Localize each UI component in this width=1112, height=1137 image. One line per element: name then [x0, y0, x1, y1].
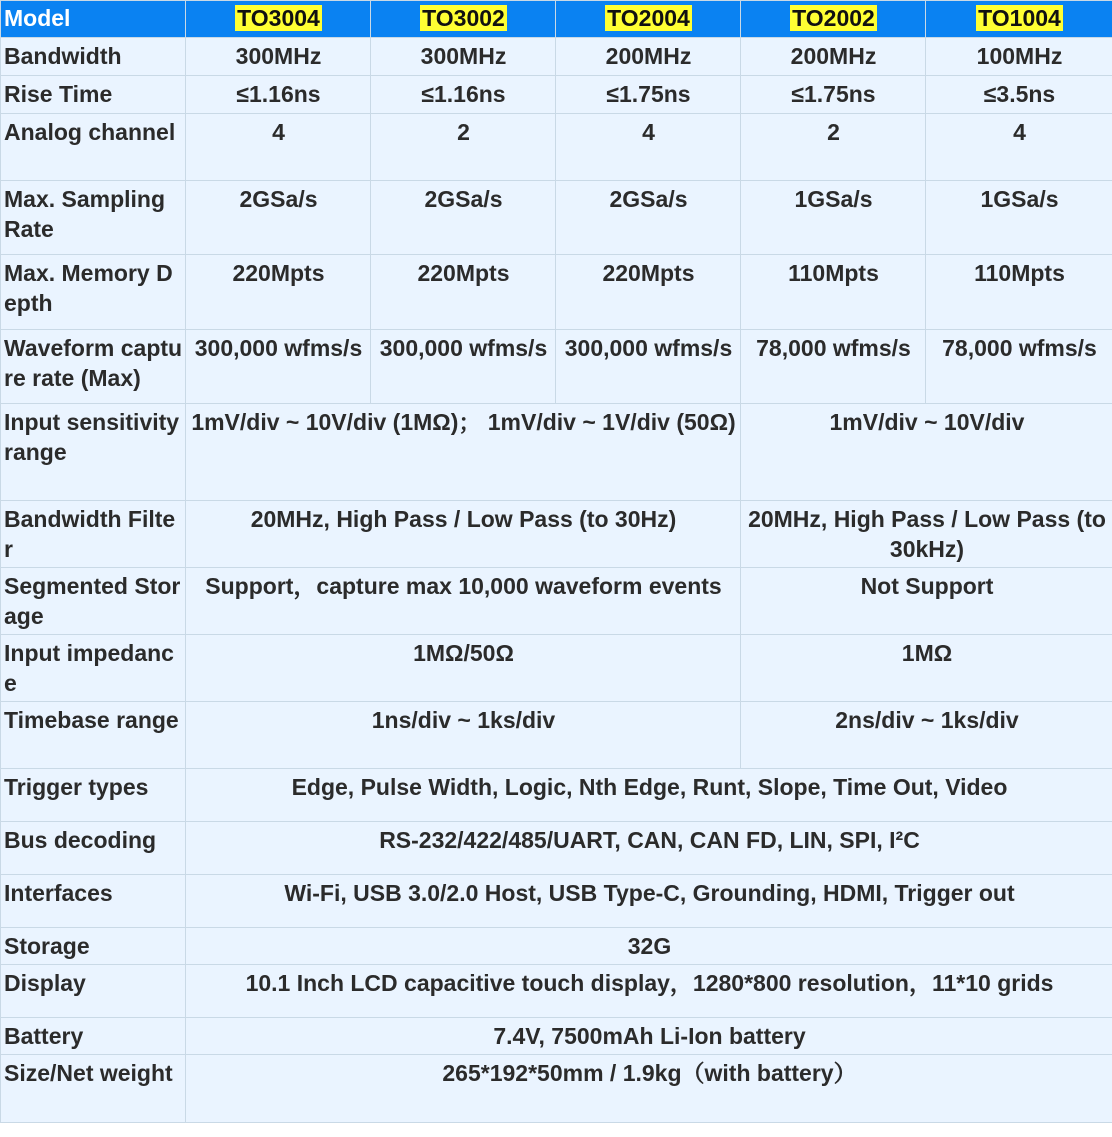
row-label: Max. Memory Depth	[1, 255, 186, 330]
table-row	[1, 769, 1112, 822]
row-label: Storage	[1, 928, 186, 965]
cell-value: 300,000 wfms/s	[556, 330, 741, 404]
cell-value: 4	[926, 114, 1112, 181]
cell-value: Not Support	[741, 568, 1112, 635]
cell-value: 1GSa/s	[741, 181, 926, 255]
cell-value: ≤1.75ns	[556, 76, 741, 114]
cell-value: 4	[186, 114, 371, 181]
cell-value: 265*192*50mm / 1.9kg（with battery）	[186, 1055, 1112, 1123]
cell-value: 1ns/div ~ 1ks/div	[186, 702, 741, 769]
row-label: Rise Time	[1, 76, 186, 114]
row-label: Trigger types	[1, 769, 186, 822]
table-row	[1, 255, 1112, 330]
cell-value: 300MHz	[186, 38, 371, 76]
table-row	[1, 501, 1112, 568]
model-header	[556, 1, 741, 38]
cell-value: Support，capture max 10,000 waveform events	[186, 568, 741, 635]
cell-value: 20MHz, High Pass / Low Pass (to 30Hz)	[186, 501, 741, 568]
cell-value: Edge, Pulse Width, Logic, Nth Edge, Runt, Slope, Time Out, Video	[186, 769, 1112, 822]
header-label: Model	[1, 1, 186, 38]
model-name: TO2004	[607, 5, 690, 31]
row-label: Bandwidth	[1, 38, 186, 76]
row-label: Max. Sampling Rate	[1, 181, 186, 255]
table-row	[1, 1018, 1112, 1055]
table-row	[1, 38, 1112, 76]
cell-value: 1mV/div ~ 10V/div	[741, 404, 1112, 501]
header-row	[1, 1, 1112, 38]
row-label: Timebase range	[1, 702, 186, 769]
cell-value: 2ns/div ~ 1ks/div	[741, 702, 1112, 769]
cell-value: 200MHz	[556, 38, 741, 76]
table-row	[1, 822, 1112, 875]
table-row	[1, 702, 1112, 769]
row-label: Analog channel	[1, 114, 186, 181]
row-label: Battery	[1, 1018, 186, 1055]
model-header	[371, 1, 556, 38]
row-label: Bus decoding	[1, 822, 186, 875]
row-label: Segmented Storage	[1, 568, 186, 635]
cell-value: 110Mpts	[741, 255, 926, 330]
cell-value: 1MΩ	[741, 635, 1112, 702]
cell-value: 10.1 Inch LCD capacitive touch display，1280*800 resolution，11*10 grids	[186, 965, 1112, 1018]
cell-value: 32G	[186, 928, 1112, 965]
cell-value: 2GSa/s	[186, 181, 371, 255]
cell-value: Wi-Fi, USB 3.0/2.0 Host, USB Type-C, Grounding, HDMI, Trigger out	[186, 875, 1112, 928]
cell-value: 20MHz, High Pass / Low Pass (to 30kHz)	[741, 501, 1112, 568]
table-row	[1, 181, 1112, 255]
cell-value: ≤3.5ns	[926, 76, 1112, 114]
model-header	[926, 1, 1112, 38]
cell-value: 7.4V, 7500mAh Li-Ion battery	[186, 1018, 1112, 1055]
cell-value: 78,000 wfms/s	[926, 330, 1112, 404]
cell-value: ≤1.16ns	[186, 76, 371, 114]
row-label: Size/Net weight	[1, 1055, 186, 1123]
cell-value: ≤1.75ns	[741, 76, 926, 114]
cell-value: 2	[741, 114, 926, 181]
row-label: Input sensitivity range	[1, 404, 186, 501]
cell-value: 110Mpts	[926, 255, 1112, 330]
table-row	[1, 114, 1112, 181]
cell-value: 1GSa/s	[926, 181, 1112, 255]
cell-value: 220Mpts	[186, 255, 371, 330]
cell-value: 1mV/div ~ 10V/div (1MΩ)； 1mV/div ~ 1V/div (50Ω)	[186, 404, 741, 501]
table-row	[1, 928, 1112, 965]
row-label: Input impedance	[1, 635, 186, 702]
table-row	[1, 330, 1112, 404]
cell-value: RS-232/422/485/UART, CAN, CAN FD, LIN, SPI, I²C	[186, 822, 1112, 875]
cell-value: 300,000 wfms/s	[186, 330, 371, 404]
cell-value: 78,000 wfms/s	[741, 330, 926, 404]
cell-value: 220Mpts	[556, 255, 741, 330]
table-row	[1, 875, 1112, 928]
cell-value: 2GSa/s	[556, 181, 741, 255]
cell-value: 2	[371, 114, 556, 181]
cell-value: ≤1.16ns	[371, 76, 556, 114]
row-label: Bandwidth Filter	[1, 501, 186, 568]
model-name: TO3004	[237, 5, 320, 31]
cell-value: 4	[556, 114, 741, 181]
table-row	[1, 76, 1112, 114]
model-name: TO1004	[978, 5, 1061, 31]
cell-value: 2GSa/s	[371, 181, 556, 255]
cell-value: 100MHz	[926, 38, 1112, 76]
row-label: Display	[1, 965, 186, 1018]
table-row	[1, 635, 1112, 702]
cell-value: 300MHz	[371, 38, 556, 76]
cell-value: 220Mpts	[371, 255, 556, 330]
table-row	[1, 568, 1112, 635]
row-label: Interfaces	[1, 875, 186, 928]
model-header	[186, 1, 371, 38]
table-row	[1, 404, 1112, 501]
cell-value: 1MΩ/50Ω	[186, 635, 741, 702]
model-header	[741, 1, 926, 38]
table-row	[1, 1055, 1112, 1123]
cell-value: 300,000 wfms/s	[371, 330, 556, 404]
cell-value: 200MHz	[741, 38, 926, 76]
model-name: TO2002	[792, 5, 875, 31]
model-name: TO3002	[422, 5, 505, 31]
row-label: Waveform capture rate (Max)	[1, 330, 186, 404]
table-row	[1, 965, 1112, 1018]
